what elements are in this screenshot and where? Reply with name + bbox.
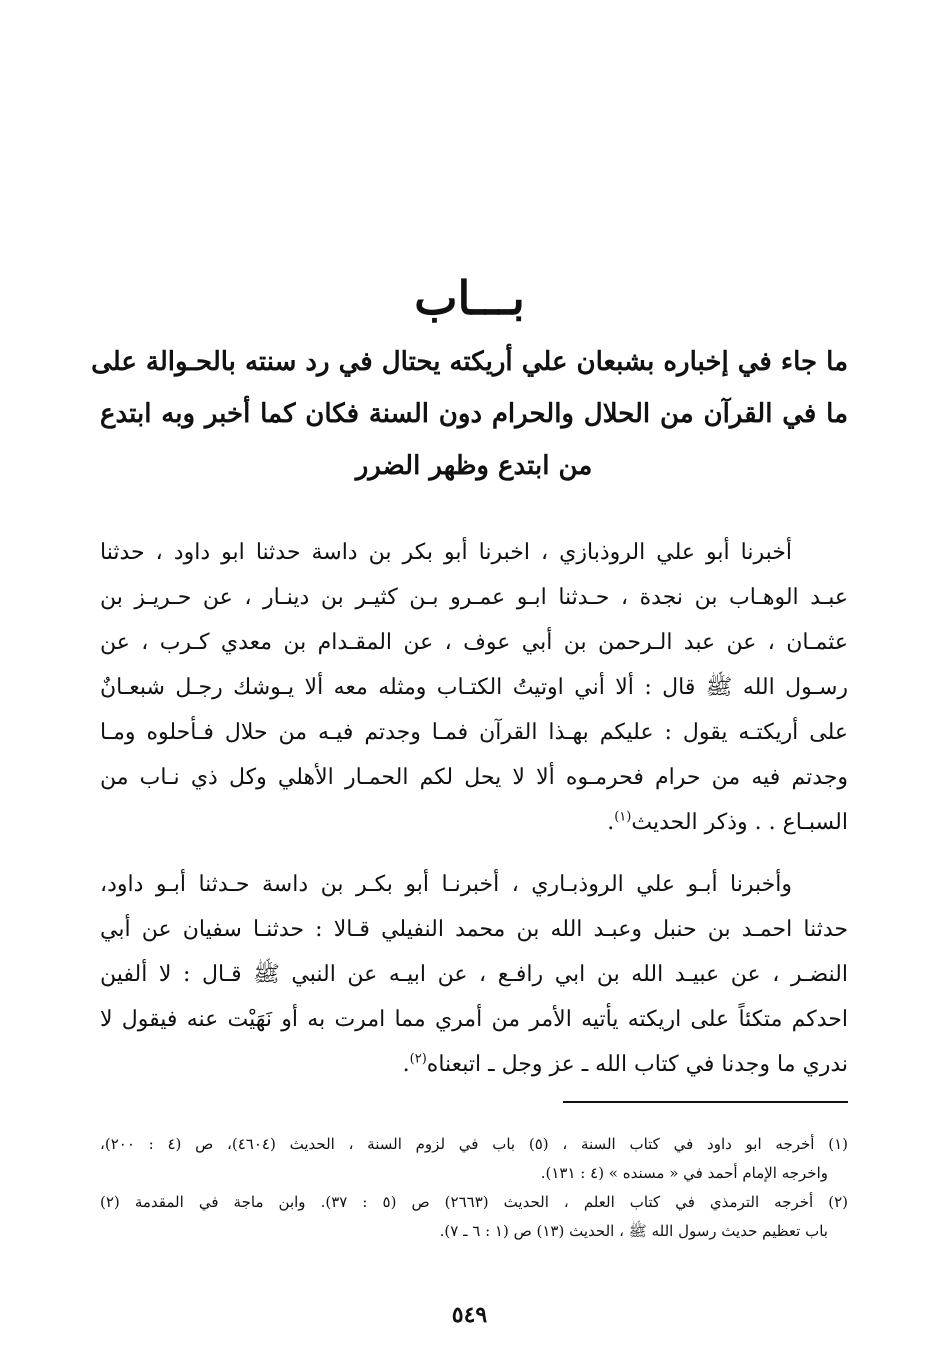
footnotes [100,1130,848,1246]
paragraph-line: عبـد الوهـاب بن نجدة ، حـدثنا ابـو عمـرو بـن كثيـر بن دينـار ، عن حـريـز بن [100,585,848,610]
footnote-reference[interactable]: (١) [614,809,632,825]
paragraph-line: وأخبرنا أبـو علي الروذبـاري ، أخبرنـا أبو بكـر بن داسة حـدثنا أبـو داود، [100,872,792,897]
paragraph-line: وجدتم فيه من حرام فحرمـوه ألا لا يحل لكم الحمـار الأهلي وكل ذي نـاب من [100,765,848,790]
paragraph-line: أخبرنا أبو علي الروذبازي ، اخبرنا أبو بكر بن داسة حدثنا ابو داود ، حدثنا [100,540,792,565]
paragraph-text: ندري ما وجدنا في كتاب الله ـ عز وجل ـ اتبعناه [426,1052,848,1077]
paragraph-line: عثمـان ، عن عبد الـرحمن بن أبي عوف ، عن المقـدام بن معدي كـرب ، عن [100,630,848,655]
paragraph-text: السبـاع . . وذكر الحديث [631,810,848,835]
footnote-1: (١) أخرجه ابو داود في كتاب السنة ، (٥) باب في لزوم السنة ، الحديث (٤٦٠٤)، ص (٤ : ٢٠٠)، [100,1135,848,1153]
footnote-1-continuation: واخرجه الإمام أحمد في « مسنده » (٤ : ١٣١). [540,1164,828,1182]
paragraph-line-last [100,1042,848,1087]
sentence-end: . [607,810,615,835]
page-number: ٥٤٩ [451,1302,488,1328]
hadith-paragraph-2 [100,862,848,1087]
footnote-2: (٢) أخرجه الترمذي في كتاب العلم ، الحديث (٢٦٦٣) ص (٥ : ٣٧). وابن ماجة في المقدمة (٢) [100,1193,848,1211]
paragraph-line: احدكم متكئاً على اريكته يأتيه الأمر من أمري مما امرت به أو نَهَيْت عنه فيقول لا [100,1007,848,1032]
footnote-2-continuation: باب تعظيم حديث رسول الله ﷺ ، الحديث (١٣) ص (١ : ٦ ـ ٧). [439,1222,828,1240]
paragraph-line: حدثنا احمـد بن حنبل وعبـد الله بن محمد النفيلي قـالا : حدثنـا سفيان عن أبي [100,917,848,942]
paragraph-line: رسـول الله ﷺ قال : ألا أني اوتيتُ الكتـاب ومثله معه ألا يـوشك رجـل شبعـانٌ [100,675,848,700]
chapter-title-line: ما في القرآن من الحلال والحرام دون السنة فكان كما أخبر وبه ابتدع [100,399,848,429]
paragraph-line: على أريكتـه يقول : عليكم بهـذا القرآن فمـا وجدتم فيـه من حلال فـأحلوه ومـا [100,720,848,745]
chapter-title-line: ما جاء في إخباره بشبعان علي أريكته يحتال في رد سنته بالحـوالة على [91,347,848,377]
hadith-paragraph-1 [100,530,848,845]
chapter-title-line: من ابتدع وظهر الضرر [355,451,593,481]
paragraph-line-last [100,800,848,845]
sentence-end: . [402,1052,410,1077]
chapter-title [91,336,848,492]
chapter-heading: بـــاب [414,271,525,325]
footnote-reference[interactable]: (٢) [409,1051,427,1067]
paragraph-line: النضـر ، عن عبيـد الله بن ابي رافـع ، عن ابيـه عن النبي ﷺ قـال : لا ألفين [100,962,848,987]
footnote-divider [563,1101,848,1103]
